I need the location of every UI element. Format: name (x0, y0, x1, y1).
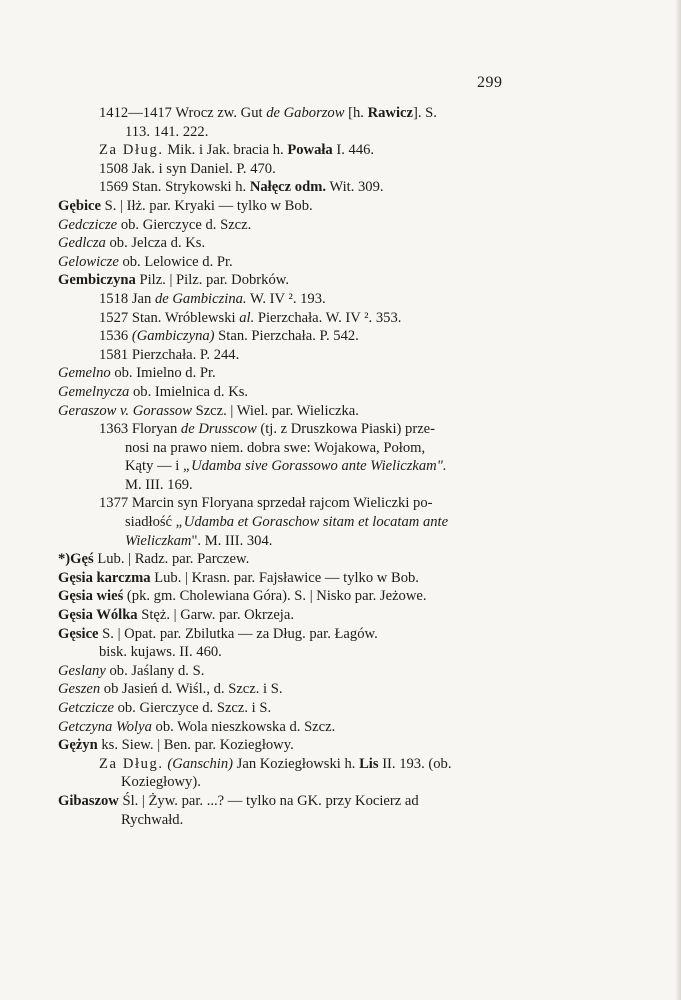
line-3 (58, 141, 526, 160)
headword: Getczyna Wolya (58, 718, 152, 735)
line-11 (58, 290, 526, 309)
text-run: ob. Gierczyce d. Szcz. i S. (113, 700, 272, 716)
text-run: (tj. z Druszkowa Piaski) prze- (256, 421, 436, 438)
line-17 (58, 402, 526, 421)
line-6 (58, 197, 526, 216)
headword: Gębice (58, 197, 101, 214)
text-run: II. 193. (ob. (378, 755, 452, 772)
line-22 (58, 494, 526, 513)
line-15 (58, 364, 526, 383)
line-29 (58, 625, 526, 644)
line-23 (58, 513, 526, 532)
text-run: Kąty — i (125, 458, 183, 475)
bold-run: Nałęcz odm. (249, 179, 327, 196)
headword: Gedlcza (58, 235, 106, 252)
line-1 (58, 104, 526, 123)
italic-run: „Udamba et Goraschow sitam et locatam ante (175, 514, 449, 531)
line-5 (58, 178, 526, 197)
text-run: 1518 Jan (99, 290, 155, 307)
text-run: ob. Gierczyce d. Szcz. (117, 216, 252, 233)
line-8 (58, 234, 526, 253)
line-38 (58, 792, 526, 811)
italic-run: al. (239, 309, 255, 326)
bold-run: Lis (359, 755, 379, 772)
text-run: Mik. i Jak. bracia h. (163, 142, 288, 159)
text-run: ks. Siew. | Ben. par. Koziegłowy. (97, 737, 294, 754)
italic-run: de Gaborzow (266, 105, 345, 121)
text-run: ob. Jelcza d. Ks. (105, 235, 206, 252)
text-run: siadłość (125, 514, 176, 531)
italic-run: de Drusscow (180, 421, 257, 438)
line-30: bisk. kujaws. II. 460. (99, 644, 222, 661)
headword: Getczicze (58, 700, 114, 716)
page-number: 299 (477, 74, 503, 91)
text-run: 1527 Stan. Wróblewski (99, 309, 240, 326)
bold-run: Rawicz (367, 105, 413, 121)
line-9 (58, 253, 526, 272)
line-7 (58, 216, 526, 235)
text-run: S. | Iłż. par. Kryaki — tylko w Bob. (100, 197, 313, 214)
line-24 (58, 532, 526, 551)
text-run: Pilz. | Pilz. par. Dobrków. (135, 272, 289, 289)
headword: Gembiczyna (58, 272, 136, 289)
line-36 (58, 755, 526, 774)
bold-run: Powała (287, 142, 333, 159)
text-run: ob. Imielno d. Pr. (110, 365, 216, 382)
text-run: Stan. Pierzchała. P. 542. (214, 328, 359, 345)
text-run: ob. Wola nieszkowska d. Szcz. (151, 718, 336, 735)
text-run: (pk. gm. Cholewiana Góra). S. | Nisko par. Jeżowe. (123, 588, 427, 605)
line-21: M. III. 169. (125, 476, 193, 493)
text-run: Szcz. | Wiel. par. Wieliczka. (191, 402, 359, 419)
headword: Geslany (58, 662, 106, 679)
headword: Gelowicze (58, 253, 119, 270)
text-run: ]. S. (412, 105, 437, 121)
text-run: nosi na prawo niem. dobra swe: Wojakowa, Połom, (125, 439, 426, 456)
line-19 (58, 439, 526, 458)
text-run: Jan Koziegłowski h. (233, 755, 360, 772)
line-34 (58, 718, 526, 737)
text-run: [h. (344, 105, 368, 121)
text-run: ob. Jaślany d. S. (105, 662, 205, 679)
headword: Gężyn (58, 737, 98, 754)
line-13 (58, 327, 526, 346)
line-27 (58, 587, 526, 606)
italic-run: (Gambiczyna) (131, 328, 215, 345)
text-run: 1363 Floryan (99, 421, 181, 438)
text-run: ob Jasień d. Wiśl., d. Szcz. i S. (100, 681, 283, 698)
headword: Gęsia Wólka (58, 607, 138, 624)
headword: Gęsia karczma (58, 569, 151, 586)
headword: Gedczicze (58, 216, 118, 233)
line-31 (58, 662, 526, 681)
text-run: 1536 (99, 328, 132, 345)
headword: Gibaszow (58, 792, 119, 809)
text-run: 1412—1417 Wrocz zw. Gut (99, 105, 267, 121)
headword: Gemelnycza (58, 383, 130, 400)
line-28 (58, 606, 526, 625)
line-35 (58, 736, 526, 755)
line-12 (58, 309, 526, 328)
line-16 (58, 383, 526, 402)
headword: Gemelno (58, 365, 111, 382)
italic-run: „Udamba sive Gorassowo ante Wieliczkam". (182, 458, 447, 475)
text-run: 1569 Stan. Strykowski h. (99, 179, 250, 196)
page-body (58, 104, 526, 829)
line-4: 1508 Jak. i syn Daniel. P. 470. (99, 160, 276, 177)
text-run: Lub. | Krasn. par. Fajsławice — tylko w Bob. (150, 569, 419, 586)
headword: Geraszow v. Gorassow (58, 402, 192, 419)
headword: Gęsia wieś (58, 588, 124, 605)
text-run: ". M. III. 304. (191, 532, 273, 549)
page-edge-shadow (675, 0, 681, 1000)
italic-run: Wieliczkam (125, 532, 192, 549)
text-run: 1377 Marcin syn Floryana sprzedał rajcom Wieliczki po- (99, 495, 433, 512)
line-10 (58, 271, 526, 290)
text-run: ob. Imielnica d. Ks. (129, 383, 249, 400)
text-run: Stęż. | Garw. par. Okrzeja. (137, 607, 294, 624)
line-33 (58, 699, 526, 718)
line-26 (58, 569, 526, 588)
italic-run: de Gambiczina. (154, 290, 247, 307)
line-32 (58, 680, 526, 699)
text-run: Lub. | Radz. par. Parczew. (93, 551, 250, 568)
spaced-run: Za Dług. (99, 142, 164, 159)
text-run: S. | Opat. par. Zbilutka — za Dług. par. Łagów. (98, 625, 378, 642)
headword: *)Gęś (58, 551, 94, 568)
line-2: 113. 141. 222. (125, 123, 209, 140)
line-18 (58, 420, 526, 439)
line-37: Koziegłowy). (121, 774, 201, 791)
text-run: Pierzchała. W. IV ². 353. (254, 309, 402, 326)
text-run: Śl. | Żyw. par. ...? — tylko na GK. przy Kocierz ad (118, 792, 419, 809)
text-run: ob. Lelowice d. Pr. (118, 253, 233, 270)
line-25 (58, 550, 526, 569)
text-run: W. IV ². 193. (246, 290, 326, 307)
line-39: Rychwałd. (121, 811, 184, 828)
line-14: 1581 Pierzchała. P. 244. (99, 346, 240, 363)
text-run: Wit. 309. (326, 179, 384, 196)
spaced-run: Za Dług. (99, 755, 164, 772)
headword: Gęsice (58, 625, 99, 642)
headword: Geszen (58, 681, 101, 698)
italic-run: (Ganschin) (167, 755, 234, 772)
text-run: I. 446. (332, 142, 375, 159)
line-20 (58, 457, 526, 476)
